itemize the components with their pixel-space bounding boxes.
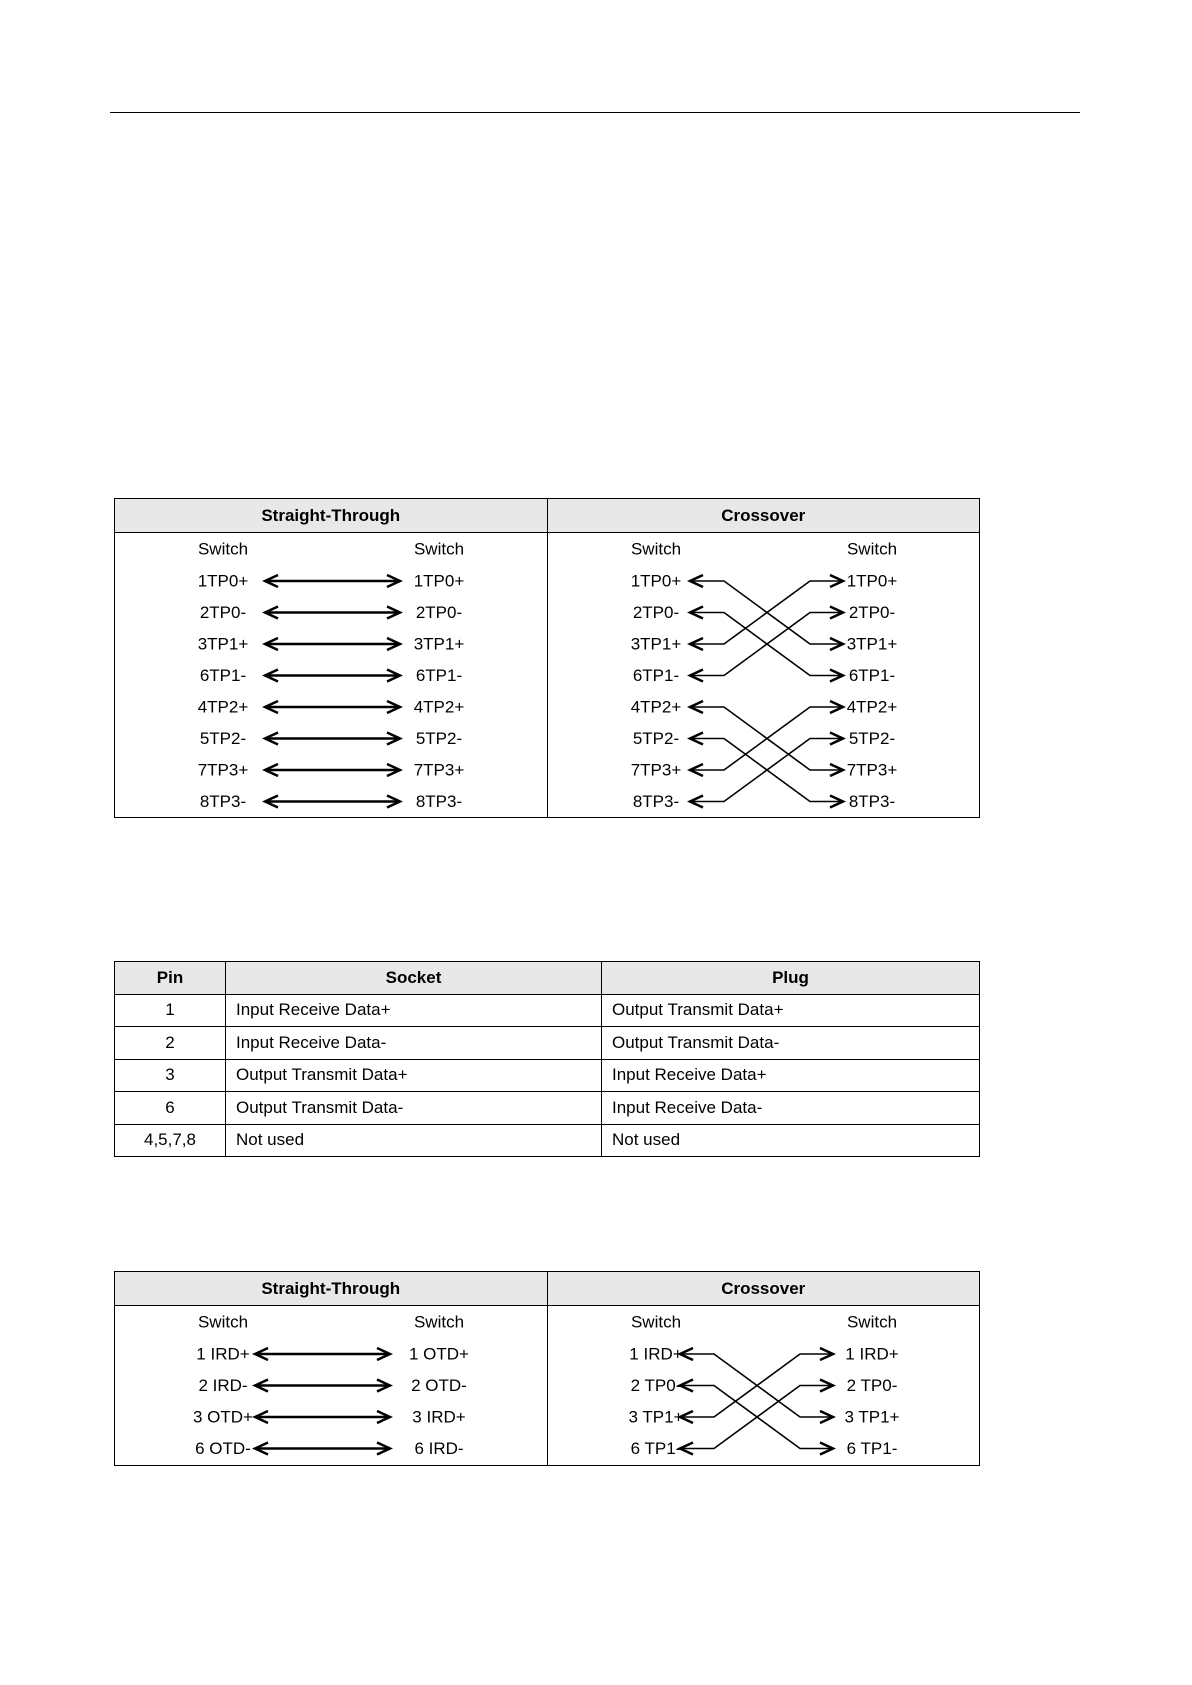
table-row [115,1092,980,1125]
pin-label-right: 3 IRD+ [412,1407,466,1427]
plug-cell: Input Receive Data+ [602,1059,980,1092]
straight-through-diagram [115,1306,547,1465]
header-rule [110,112,1080,113]
straight-through-panel [115,1272,547,1465]
pin-label-left: 2TP0- [632,603,679,622]
pin-label-left: 5TP2- [632,729,679,748]
pin-label-right: 7TP3+ [846,760,897,780]
pin-label-right: 2TP0- [848,603,895,622]
column-header-switch: Switch [630,539,681,559]
column-header-switch: Switch [197,539,249,559]
pin-label-left: 4TP2+ [630,697,681,717]
straight-through-panel [115,499,547,817]
pin-label-right: 1 IRD+ [844,1344,899,1364]
pin-label-left: 1TP0+ [630,571,681,591]
pin-label-right: 2 OTD- [411,1376,467,1395]
crossover-diagram [548,1306,980,1465]
crossover-panel [547,1272,980,1465]
pin-label-left: 6TP1- [632,666,679,685]
table-header-row [115,962,980,995]
wiring-diagram-rs422 [114,1271,980,1466]
pin-label-right: 6TP1- [415,666,463,685]
pin-label-right: 8TP3- [848,792,895,811]
column-header-switch: Switch [197,1312,249,1332]
pin-label-left: 7TP3+ [197,760,249,780]
straight-through-title: Straight-Through [115,499,547,533]
wiring-diagram-switch [114,498,980,818]
pin-assignment-table [114,961,980,1157]
pin-label-left: 5TP2- [199,729,247,748]
pin-label-left: 6TP1- [199,666,247,685]
pin-label-right: 8TP3- [415,792,463,811]
pin-label-left: 4TP2+ [197,697,249,717]
pin-label-left: 3TP1+ [630,634,681,654]
socket-cell: Output Transmit Data+ [226,1059,602,1092]
socket-cell: Input Receive Data- [226,1027,602,1060]
table-row [115,1027,980,1060]
pin-cell: 3 [115,1059,226,1092]
pin-label-left: 3TP1+ [197,634,249,654]
column-header-switch: Switch [413,1312,465,1332]
socket-cell: Output Transmit Data- [226,1092,602,1125]
plug-cell: Input Receive Data- [602,1092,980,1125]
column-header-switch: Switch [630,1312,681,1332]
column-header-pin: Pin [115,962,226,995]
pin-label-right: 6 IRD- [414,1439,464,1458]
pin-label-left: 2 TP0- [630,1376,681,1395]
pin-label-right: 1TP0+ [413,571,465,591]
pin-label-right: 2TP0- [415,603,463,622]
pin-label-left: 6 OTD- [195,1439,251,1458]
column-header-switch: Switch [846,539,897,559]
pin-label-left: 3 TP1+ [628,1407,683,1427]
table-row [115,994,980,1027]
socket-cell: Input Receive Data+ [226,994,602,1027]
pin-label-right: 6 TP1- [846,1439,897,1458]
pin-cell: 6 [115,1092,226,1125]
pin-cell: 2 [115,1027,226,1060]
socket-cell: Not used [226,1124,602,1157]
pin-label-left: 1 IRD+ [628,1344,683,1364]
pin-label-right: 3TP1+ [413,634,465,654]
pin-label-left: 8TP3- [199,792,247,811]
plug-cell: Output Transmit Data+ [602,994,980,1027]
pin-label-right: 4TP2+ [413,697,465,717]
pin-label-left: 1 IRD+ [196,1344,250,1364]
crossover-diagram [548,533,978,817]
pin-label-right: 5TP2- [415,729,463,748]
pin-cell: 1 [115,994,226,1027]
pin-label-right: 3 TP1+ [844,1407,899,1427]
pin-label-left: 1TP0+ [197,571,249,591]
crossover-title: Crossover [548,1272,980,1306]
straight-through-title: Straight-Through [115,1272,547,1306]
pin-label-right: 2 TP0- [846,1376,897,1395]
pin-label-left: 2 IRD- [198,1376,248,1395]
plug-cell: Output Transmit Data- [602,1027,980,1060]
pin-label-left: 6 TP1- [630,1439,681,1458]
pin-label-right: 6TP1- [848,666,895,685]
plug-cell: Not used [602,1124,980,1157]
pin-label-left: 7TP3+ [630,760,681,780]
pin-label-right: 4TP2+ [846,697,897,717]
column-header-switch: Switch [846,1312,897,1332]
pin-cell: 4,5,7,8 [115,1124,226,1157]
column-header-plug: Plug [602,962,980,995]
table-row [115,1124,980,1157]
column-header-switch: Switch [413,539,465,559]
pin-label-right: 1TP0+ [846,571,897,591]
pin-label-right: 5TP2- [848,729,895,748]
straight-through-diagram [115,533,545,817]
pin-label-right: 7TP3+ [413,760,465,780]
column-header-socket: Socket [226,962,602,995]
pin-label-right: 3TP1+ [846,634,897,654]
pin-label-right: 1 OTD+ [409,1344,469,1364]
pin-label-left: 2TP0- [199,603,247,622]
pin-label-left: 3 OTD+ [193,1407,253,1427]
pin-label-left: 8TP3- [632,792,679,811]
table-row [115,1059,980,1092]
crossover-title: Crossover [548,499,980,533]
crossover-panel [547,499,980,817]
